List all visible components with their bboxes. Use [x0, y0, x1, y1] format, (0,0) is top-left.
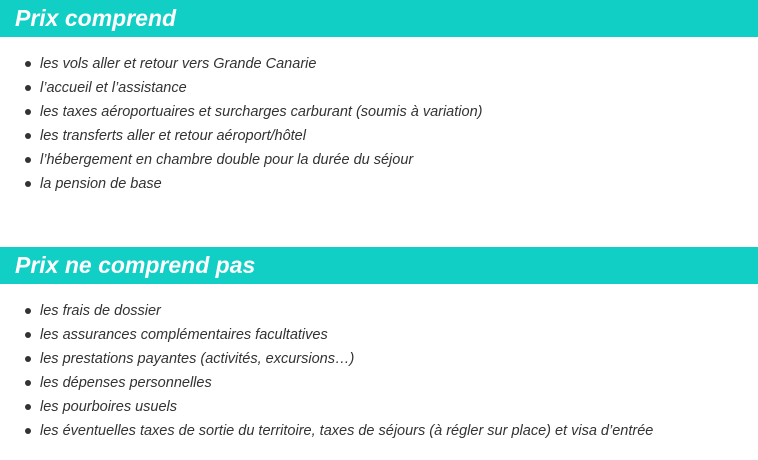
list-item	[0, 395, 758, 419]
bullet-icon	[25, 404, 31, 410]
list-item-text: les frais de dossier	[40, 303, 161, 319]
bullet-icon	[25, 61, 31, 67]
list-item-text: les dépenses personnelles	[40, 375, 212, 391]
bullet-icon	[25, 380, 31, 386]
price-excludes-heading: Prix ne comprend pas	[0, 247, 758, 284]
list-item	[0, 76, 758, 100]
list-item	[0, 52, 758, 76]
list-item	[0, 299, 758, 323]
bullet-icon	[25, 428, 31, 434]
list-item	[0, 347, 758, 371]
price-includes-list	[0, 52, 758, 196]
bullet-icon	[25, 356, 31, 362]
bullet-icon	[25, 133, 31, 139]
bullet-icon	[25, 85, 31, 91]
list-item	[0, 323, 758, 347]
bullet-icon	[25, 308, 31, 314]
price-excludes-section	[0, 247, 758, 439]
bullet-icon	[25, 109, 31, 115]
list-item-text: les prestations payantes (activités, excursions…)	[40, 351, 355, 367]
list-item	[0, 148, 758, 172]
list-item	[0, 100, 758, 124]
bullet-icon	[25, 181, 31, 187]
list-item-text: les transferts aller et retour aéroport/hôtel	[40, 128, 306, 144]
list-item	[0, 124, 758, 148]
list-item-text: l’hébergement en chambre double pour la durée du séjour	[40, 152, 414, 168]
list-item-text: les vols aller et retour vers Grande Canarie	[40, 56, 317, 72]
price-excludes-list	[0, 299, 758, 443]
list-item-text: les assurances complémentaires facultatives	[40, 327, 328, 343]
price-includes-heading: Prix comprend	[0, 0, 758, 37]
list-item-text: les pourboires usuels	[40, 399, 178, 415]
list-item	[0, 419, 758, 443]
list-item-text: les éventuelles taxes de sortie du territoire, taxes de séjours (à régler sur place) et visa d’entrée	[40, 423, 654, 439]
list-item-text: l’accueil et l’assistance	[40, 80, 187, 96]
bullet-icon	[25, 332, 31, 338]
list-item-text: les taxes aéroportuaires et surcharges carburant (soumis à variation)	[40, 104, 483, 120]
bullet-icon	[25, 157, 31, 163]
price-includes-section	[0, 0, 758, 192]
list-item	[0, 172, 758, 196]
list-item	[0, 371, 758, 395]
list-item-text: la pension de base	[40, 176, 162, 192]
